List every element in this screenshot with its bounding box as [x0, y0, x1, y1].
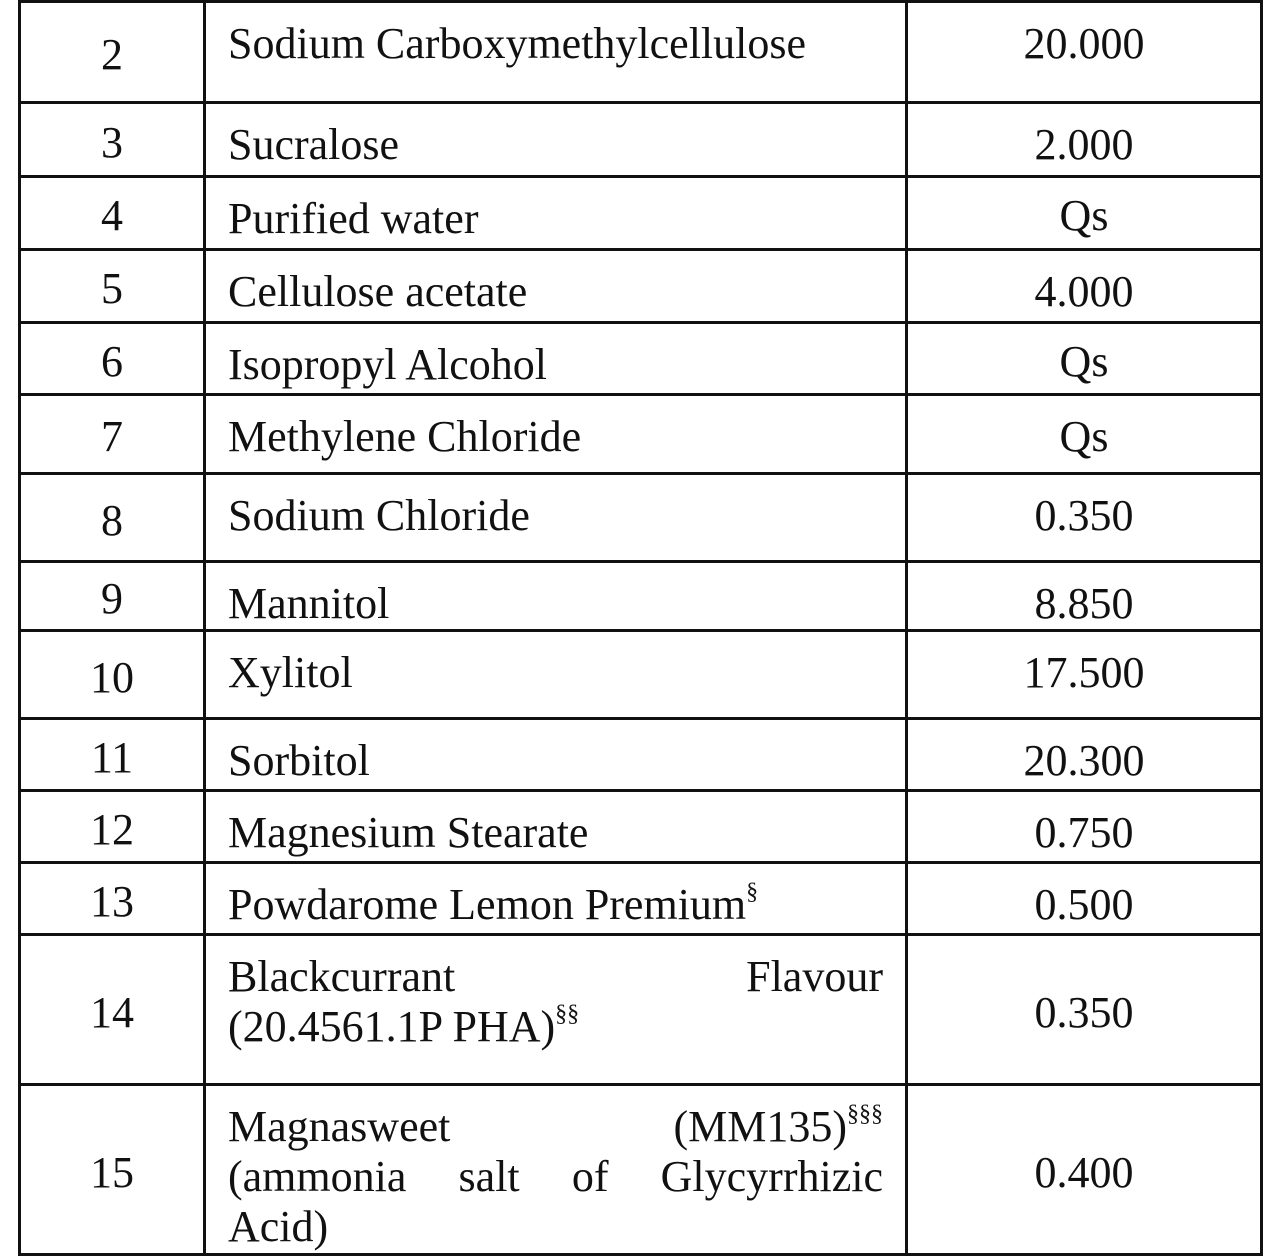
ingredient-quantity: 17.500 [907, 631, 1262, 719]
ingredient-name [205, 1085, 907, 1255]
ingredient-name: Sorbitol [205, 719, 907, 791]
ingredient-name-text: Magnasweet (MM135) [228, 1102, 847, 1151]
table-row [20, 935, 1262, 1085]
row-number: 4 [20, 177, 205, 250]
footnote-mark: §§ [555, 1001, 580, 1027]
ingredient-name: Isopropyl Alcohol [205, 323, 907, 395]
ingredient-name: Purified water [205, 177, 907, 250]
row-number: 12 [20, 791, 205, 863]
table-row [20, 323, 1262, 395]
ingredient-quantity: 8.850 [907, 562, 1262, 631]
ingredient-name: Sodium Carboxymethylcellulose [205, 2, 907, 103]
ingredient-quantity: 0.350 [907, 935, 1262, 1085]
table-row [20, 863, 1262, 935]
ingredient-quantity: 0.350 [907, 474, 1262, 562]
footnote-mark: § [746, 879, 759, 905]
ingredient-name: Sucralose [205, 103, 907, 177]
ingredient-name [205, 935, 907, 1085]
row-number: 2 [20, 2, 205, 103]
ingredient-name-line: (ammonia salt of Glycyrrhizic [228, 1152, 883, 1201]
row-number: 15 [20, 1085, 205, 1255]
ingredient-quantity: 0.750 [907, 791, 1262, 863]
ingredient-name-text: (20.4561.1P PHA) [228, 1002, 556, 1051]
ingredient-quantity: 0.500 [907, 863, 1262, 935]
ingredient-name [205, 863, 907, 935]
ingredient-name-line [228, 1102, 883, 1152]
row-number: 6 [20, 323, 205, 395]
row-number: 10 [20, 631, 205, 719]
table-row [20, 250, 1262, 323]
table-row [20, 474, 1262, 562]
ingredient-name: Magnesium Stearate [205, 791, 907, 863]
table-row [20, 2, 1262, 103]
table-row [20, 395, 1262, 474]
ingredient-name: Methylene Chloride [205, 395, 907, 474]
ingredients-table [18, 0, 1263, 1256]
ingredient-quantity: 20.000 [907, 2, 1262, 103]
ingredient-name-line: Blackcurrant Flavour [228, 952, 883, 1001]
table-row [20, 1085, 1262, 1255]
ingredient-name-line [228, 1002, 883, 1052]
ingredient-quantity: Qs [907, 323, 1262, 395]
ingredient-name: Mannitol [205, 562, 907, 631]
ingredient-name-line: Acid) [228, 1202, 329, 1251]
table-row [20, 103, 1262, 177]
ingredient-quantity: Qs [907, 177, 1262, 250]
row-number: 7 [20, 395, 205, 474]
table-row [20, 562, 1262, 631]
ingredient-name: Sodium Chloride [205, 474, 907, 562]
ingredient-name: Xylitol [205, 631, 907, 719]
ingredient-name-text: Powdarome Lemon Premium [228, 880, 747, 929]
row-number: 14 [20, 935, 205, 1085]
table-row [20, 177, 1262, 250]
table-row [20, 791, 1262, 863]
ingredient-quantity: 0.400 [907, 1085, 1262, 1255]
ingredient-quantity: 2.000 [907, 103, 1262, 177]
row-number: 5 [20, 250, 205, 323]
row-number: 13 [20, 863, 205, 935]
ingredient-quantity: 4.000 [907, 250, 1262, 323]
ingredient-quantity: Qs [907, 395, 1262, 474]
row-number: 9 [20, 562, 205, 631]
row-number: 11 [20, 719, 205, 791]
row-number: 3 [20, 103, 205, 177]
table-row [20, 631, 1262, 719]
footnote-mark: §§§ [847, 1101, 883, 1127]
ingredient-name: Cellulose acetate [205, 250, 907, 323]
row-number: 8 [20, 474, 205, 562]
table-row [20, 719, 1262, 791]
ingredient-quantity: 20.300 [907, 719, 1262, 791]
